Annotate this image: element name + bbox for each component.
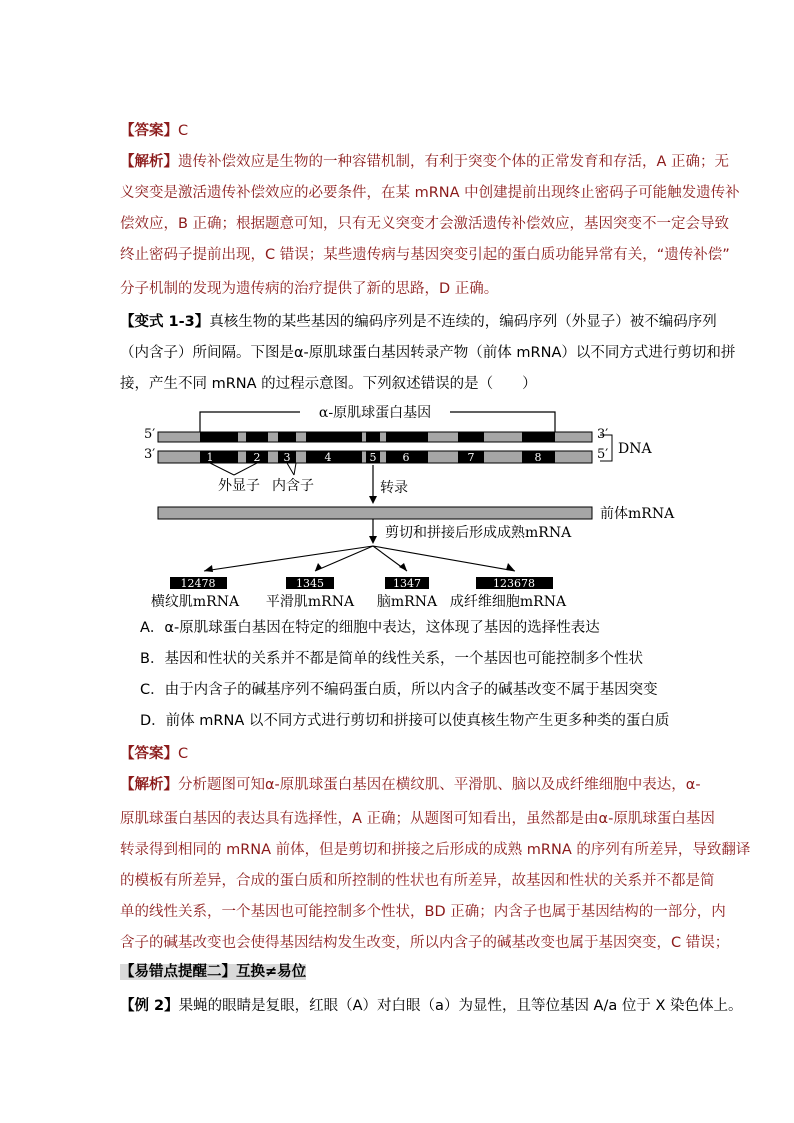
tip-text: 互换≠易位 bbox=[236, 964, 307, 980]
product-name: 横纹肌mRNA bbox=[150, 594, 240, 610]
exon-number: 3 bbox=[283, 451, 291, 464]
variant-label: 【变式 1-3】 bbox=[120, 314, 210, 330]
answer-label: 【答案】 bbox=[120, 746, 178, 762]
analysis-1-line-2: 义突变是激活遗传补偿效应的必要条件，在某 mRNA 中创建提前出现终止密码子可能触发遗传补 bbox=[120, 185, 740, 201]
gene-label: α-原肌球蛋白基因 bbox=[318, 405, 432, 421]
three-prime-bottom: 3′ bbox=[144, 447, 156, 462]
example-2 bbox=[120, 996, 743, 1016]
product-code: 12478 bbox=[180, 577, 216, 590]
analysis-text: 分析题图可知α-原肌球蛋白基因在横纹肌、平滑肌、脑以及成纤维细胞中表达，α- bbox=[178, 777, 701, 793]
exon-label: 外显子 bbox=[218, 478, 260, 494]
analysis-1-line-4: 终止密码子提前出现，C 错误；某些遗传病与基因突变引起的蛋白质功能异常有关，“遗传补偿” bbox=[120, 247, 730, 263]
tip-heading bbox=[120, 962, 306, 982]
exon-number: 7 bbox=[467, 451, 475, 464]
exon-number: 4 bbox=[324, 451, 332, 464]
analysis-2-line-3: 转录得到相同的 mRNA 前体，但是剪切和拼接之后形成的成熟 mRNA 的序列有所差异，导致翻译 bbox=[120, 842, 751, 858]
dna-label: DNA bbox=[618, 441, 652, 457]
three-prime-top: 3′ bbox=[597, 427, 609, 442]
analysis-text: 遗传补偿效应是生物的一种容错机制，有利于突变个体的正常发育和存活，A 正确；无 bbox=[178, 154, 730, 170]
answer-line-2 bbox=[120, 744, 188, 764]
product-code: 1345 bbox=[296, 577, 324, 590]
answer-label: 【答案】 bbox=[120, 123, 178, 139]
variant-line-2: （内含子）所间隔。下图是α-原肌球蛋白基因转录产物（前体 mRNA）以不同方式进行剪切和拼 bbox=[120, 345, 736, 361]
analysis-2-line-5: 单的线性关系，一个基因也可能控制多个性状，BD 正确；内含子也属于基因结构的一部分，内 bbox=[120, 904, 726, 920]
variant-line-3: 接，产生不同 mRNA 的过程示意图。下列叙述错误的是（ ） bbox=[120, 376, 537, 392]
analysis-2-line-2: 原肌球蛋白基因的表达具有选择性，A 正确；从题图可知看出，虽然都是由α-原肌球蛋白基因 bbox=[120, 811, 715, 827]
pre-mrna-bar bbox=[158, 507, 592, 519]
variant-text: 真核生物的某些基因的编码序列是不连续的，编码序列（外显子）被不编码序列 bbox=[209, 314, 717, 330]
option-a: A．α-原肌球蛋白基因在特定的细胞中表达，这体现了基因的选择性表达 bbox=[140, 620, 600, 636]
analysis-label: 【解析】 bbox=[120, 777, 178, 793]
answer-value: C bbox=[178, 746, 189, 762]
five-prime-bottom: 5′ bbox=[597, 447, 609, 462]
pre-mrna-label: 前体mRNA bbox=[600, 506, 675, 522]
answer-value: C bbox=[178, 123, 189, 139]
option-d: D．前体 mRNA 以不同方式进行剪切和拼接可以使真核生物产生更多种类的蛋白质 bbox=[140, 713, 670, 729]
five-prime-top: 5′ bbox=[144, 427, 156, 442]
example-text: 果蝇的眼睛是复眼，红眼（A）对白眼（a）为显性，且等位基因 A/a 位于 X 染色体上。 bbox=[178, 998, 743, 1014]
tip-label: 【易错点提醒二】 bbox=[120, 964, 236, 980]
exon-number: 2 bbox=[253, 451, 261, 464]
product-code: 123678 bbox=[493, 577, 535, 590]
transcription-label: 转录 bbox=[380, 480, 408, 496]
exon-number: 8 bbox=[534, 451, 542, 464]
analysis-2-line-1 bbox=[120, 775, 701, 795]
product-name: 成纤维细胞mRNA bbox=[449, 594, 567, 610]
variant-line-1 bbox=[120, 312, 717, 332]
analysis-2-line-6: 含子的碱基改变也会使得基因结构发生改变，所以内含子的碱基改变也属于基因突变，C 错误； bbox=[120, 935, 730, 951]
product-name: 脑mRNA bbox=[376, 594, 438, 610]
product-code: 1347 bbox=[393, 577, 421, 590]
intron-label: 内含子 bbox=[272, 478, 314, 494]
exon-number: 6 bbox=[402, 451, 410, 464]
product-name: 平滑肌mRNA bbox=[265, 594, 355, 610]
option-c: C．由于内含子的碱基序列不编码蛋白质，所以内含子的碱基改变不属于基因突变 bbox=[140, 682, 658, 698]
analysis-1-line-1 bbox=[120, 152, 729, 172]
exon-number: 5 bbox=[369, 451, 377, 464]
analysis-1-line-5: 分子机制的发现为遗传病的治疗提供了新的思路，D 正确。 bbox=[120, 281, 499, 297]
example-label: 【例 2】 bbox=[120, 998, 179, 1014]
answer-line-1 bbox=[120, 121, 188, 141]
splice-label: 剪切和拼接后形成成熟mRNA bbox=[385, 525, 572, 541]
option-b: B．基因和性状的关系并不都是简单的线性关系，一个基因也可能控制多个性状 bbox=[140, 651, 643, 667]
analysis-2-line-4: 的模板有所差异，合成的蛋白质和所控制的性状也有所差异，故基因和性状的关系并不都是简 bbox=[120, 873, 715, 889]
exon-number: 1 bbox=[206, 451, 214, 464]
splicing-diagram bbox=[0, 400, 794, 620]
analysis-label: 【解析】 bbox=[120, 154, 178, 170]
analysis-1-line-3: 偿效应，B 正确；根据题意可知，只有无义突变才会激活遗传补偿效应，基因突变不一定会导致 bbox=[120, 216, 730, 232]
